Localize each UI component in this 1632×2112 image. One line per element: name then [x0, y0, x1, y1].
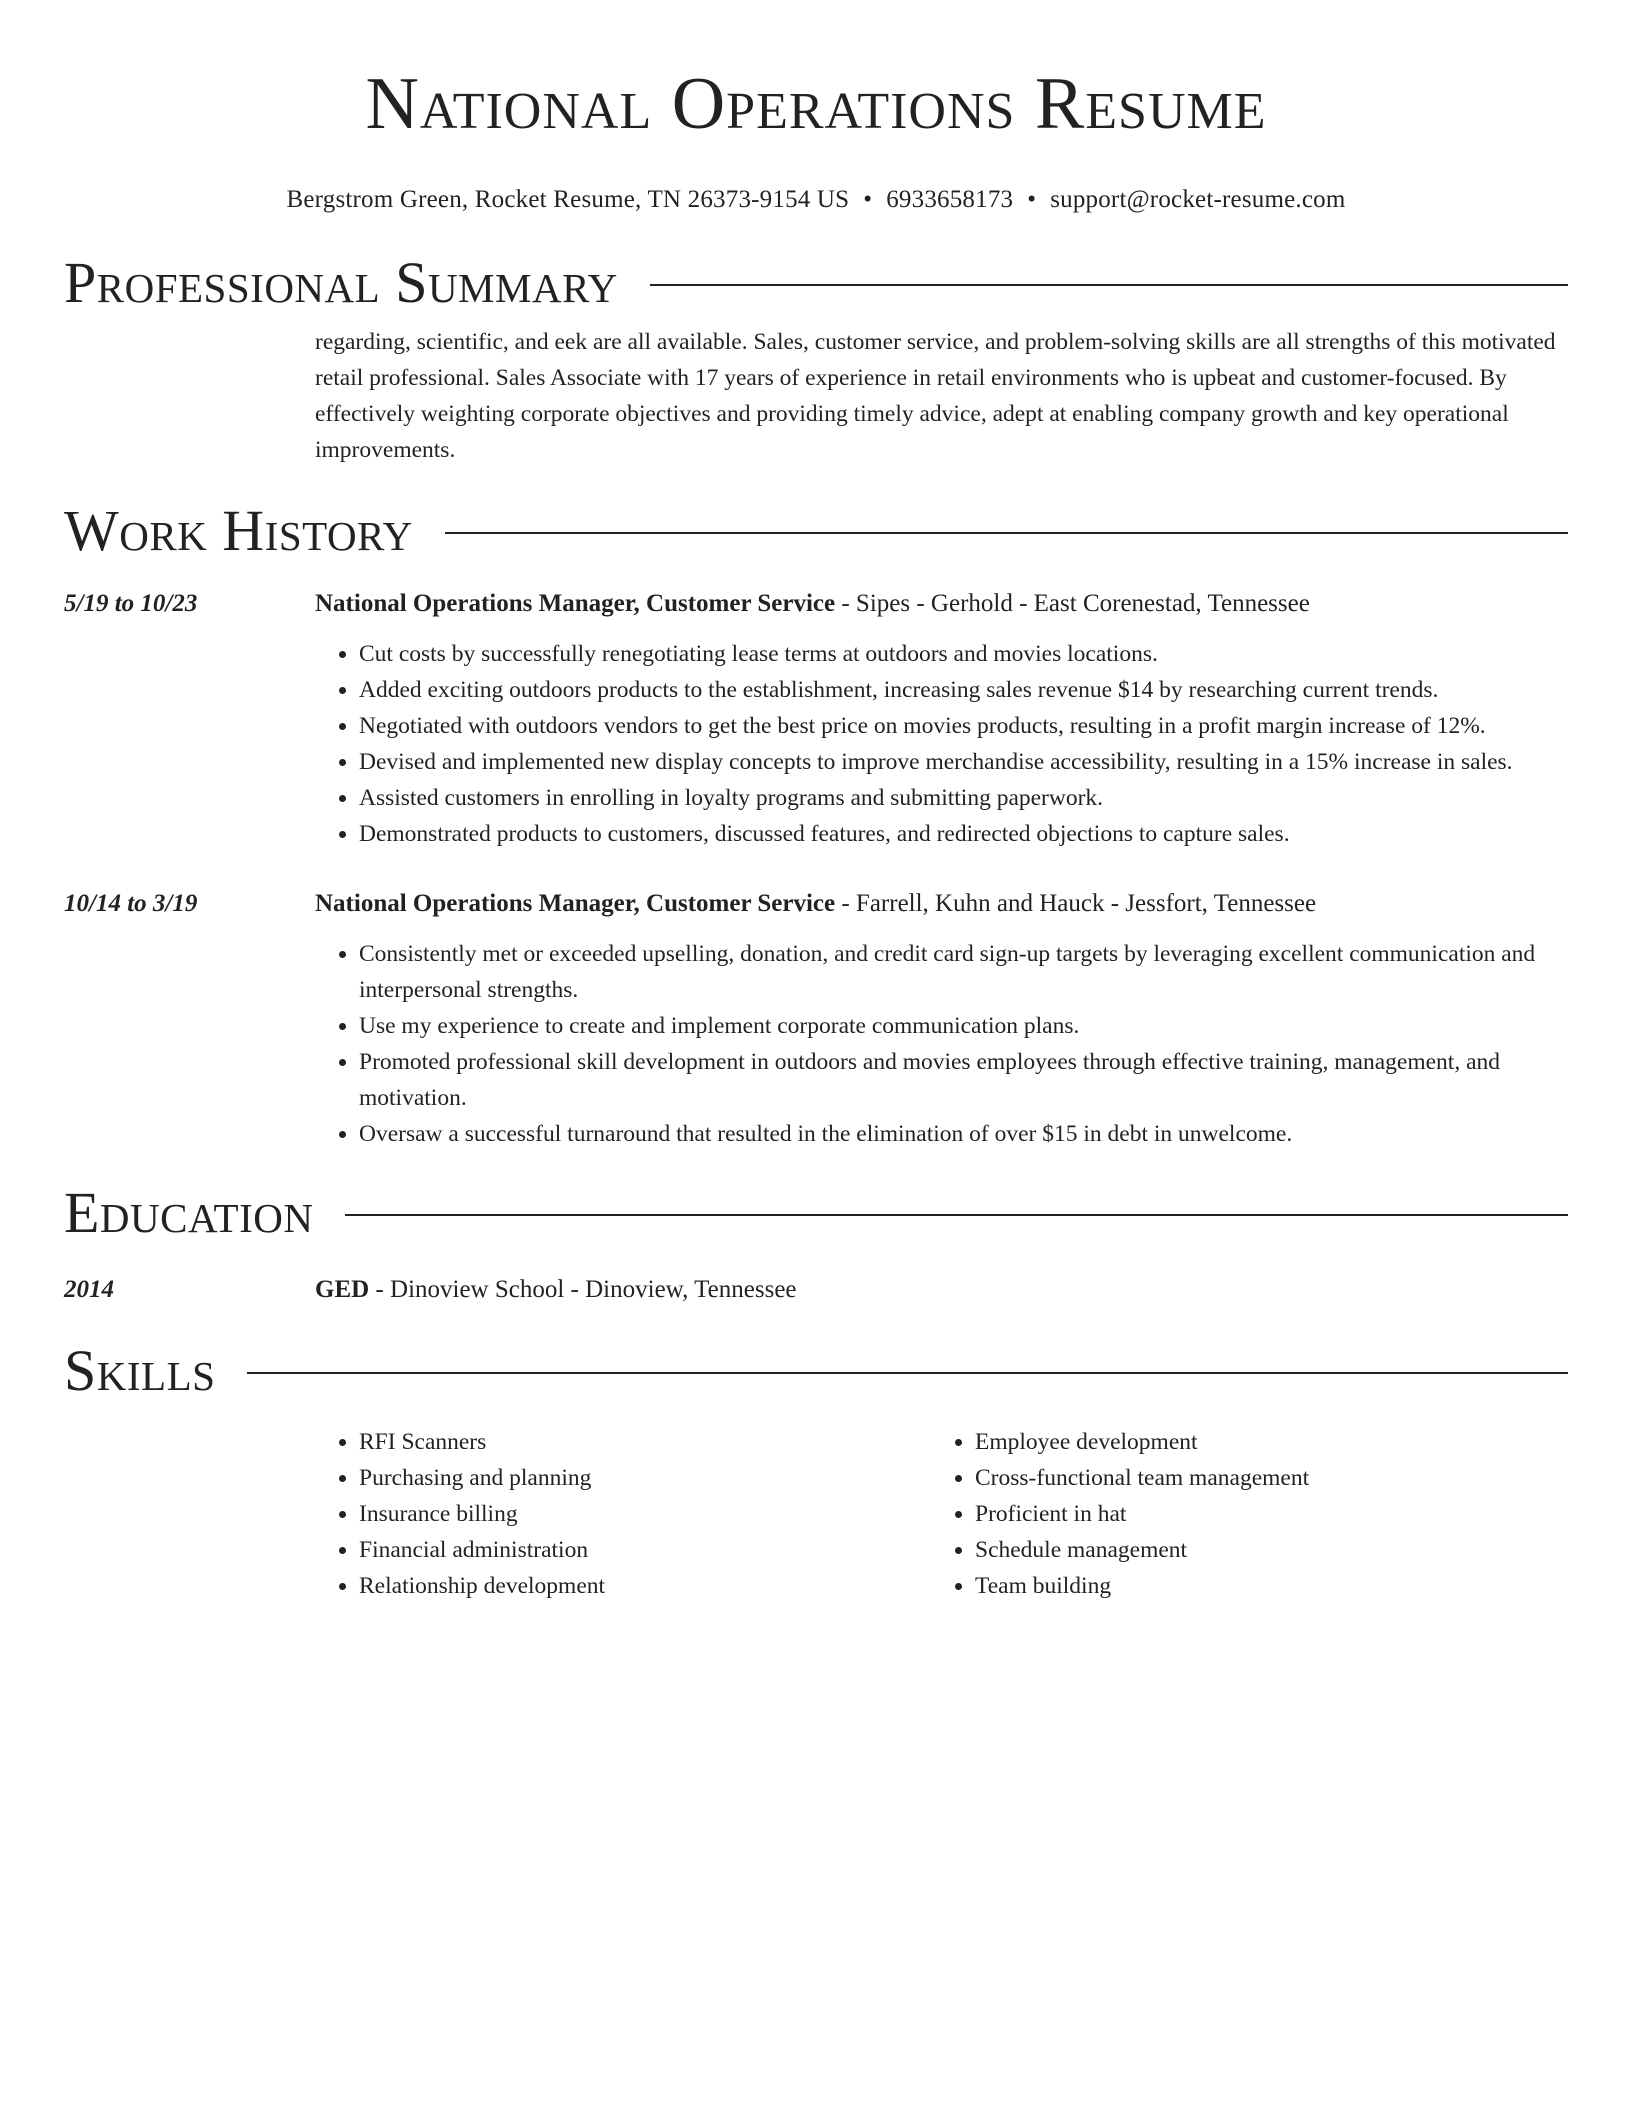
education-heading: Education: [64, 1180, 314, 1245]
summary-heading: Professional Summary: [64, 250, 618, 315]
job-bullet: • Negotiated with outdoors vendors to get the best price on movies products, resulting in a profit margin increase of 12%.: [359, 708, 1568, 744]
job-company-location: - Sipes - Gerhold - East Corenestad, Tennessee: [835, 590, 1310, 617]
skills-heading: Skills: [64, 1338, 216, 1403]
work-history-heading: Work History: [64, 498, 413, 563]
job-company-location: - Farrell, Kuhn and Hauck - Jessfort, Tennessee: [835, 890, 1317, 917]
job-bullet: • Promoted professional skill development in outdoors and movies employees through effective training, management, and motivation.: [359, 1044, 1568, 1116]
contact-address: Bergstrom Green, Rocket Resume, TN 26373-9154 US: [286, 186, 850, 213]
contact-phone: 6933658173: [886, 186, 1014, 213]
job-title: National Operations Manager, Customer Service: [315, 890, 836, 917]
job-bullet: • Added exciting outdoors products to the establishment, increasing sales revenue $14 by researching current trends.: [359, 672, 1568, 708]
job-bullet: • Devised and implemented new display concepts to improve merchandise accessibility, resulting in a 15% increase in sales.: [359, 744, 1568, 780]
summary-section-header: [64, 248, 1568, 318]
job-bullet-list: [315, 936, 1568, 1152]
contact-separator: •: [863, 186, 873, 213]
section-divider: [247, 1372, 1568, 1374]
skills-list-right: [931, 1424, 1547, 1604]
job-heading: [315, 586, 1568, 622]
education-details: [315, 1272, 1568, 1308]
job-dates: 10/14 to 3/19: [64, 890, 198, 917]
skill-item: • Employee development: [975, 1424, 1547, 1460]
skill-item: • Insurance billing: [359, 1496, 931, 1532]
resume-title: National Operations Resume: [365, 63, 1267, 145]
skill-item: • Financial administration: [359, 1532, 931, 1568]
skill-item: • Schedule management: [975, 1532, 1547, 1568]
work-history-section-header: [64, 496, 1568, 566]
job-bullet-list: [315, 636, 1568, 852]
section-divider: [445, 532, 1568, 534]
job-bullet: • Oversaw a successful turnaround that resulted in the elimination of over $15 in debt in unwelcome.: [359, 1116, 1568, 1152]
job-bullet: • Use my experience to create and implement corporate communication plans.: [359, 1008, 1568, 1044]
skills-section-header: [64, 1336, 1568, 1406]
section-divider: [345, 1214, 1568, 1216]
job-details: [315, 886, 1568, 1152]
education-school-location: - Dinoview School - Dinoview, Tennessee: [369, 1276, 797, 1303]
job-heading: [315, 886, 1568, 922]
skill-item: • RFI Scanners: [359, 1424, 931, 1460]
education-heading-line: [315, 1272, 1568, 1308]
job-entry: [64, 886, 1568, 1152]
skills-list-left: [315, 1424, 931, 1604]
contact-separator: •: [1027, 186, 1037, 213]
contact-email: support@rocket-resume.com: [1050, 186, 1346, 213]
skills-columns: [315, 1424, 1568, 1604]
skill-item: • Cross-functional team management: [975, 1460, 1547, 1496]
contact-line: [64, 184, 1568, 216]
job-title: National Operations Manager, Customer Service: [315, 590, 836, 617]
education-section-header: [64, 1178, 1568, 1248]
job-bullet: • Demonstrated products to customers, discussed features, and redirected objections to capture sales.: [359, 816, 1568, 852]
job-details: [315, 586, 1568, 852]
job-bullet: • Consistently met or exceeded upselling, donation, and credit card sign-up targets by leveraging excellent communication and interpersonal strengths.: [359, 936, 1568, 1008]
summary-text: regarding, scientific, and eek are all available. Sales, customer service, and problem-solving skills are all strengths of this motivated retail professional. Sales Associate with 17 years of experience in retail environments who is upbeat and customer-focused. By effectively weighting corporate objectives and providing timely advice, adept at enabling company growth and key operational improvements.: [315, 329, 1556, 463]
skill-item: • Relationship development: [359, 1568, 931, 1604]
job-bullet: • Cut costs by successfully renegotiating lease terms at outdoors and movies locations.: [359, 636, 1568, 672]
skill-item: • Proficient in hat: [975, 1496, 1547, 1532]
education-entry: [64, 1272, 1568, 1308]
job-bullet: • Assisted customers in enrolling in loyalty programs and submitting paperwork.: [359, 780, 1568, 816]
job-dates: 5/19 to 10/23: [64, 590, 198, 617]
skill-item: • Team building: [975, 1568, 1547, 1604]
education-degree: GED: [315, 1276, 370, 1303]
skill-item: • Purchasing and planning: [359, 1460, 931, 1496]
section-divider: [650, 284, 1568, 286]
job-entry: [64, 586, 1568, 852]
education-year: 2014: [64, 1276, 114, 1303]
